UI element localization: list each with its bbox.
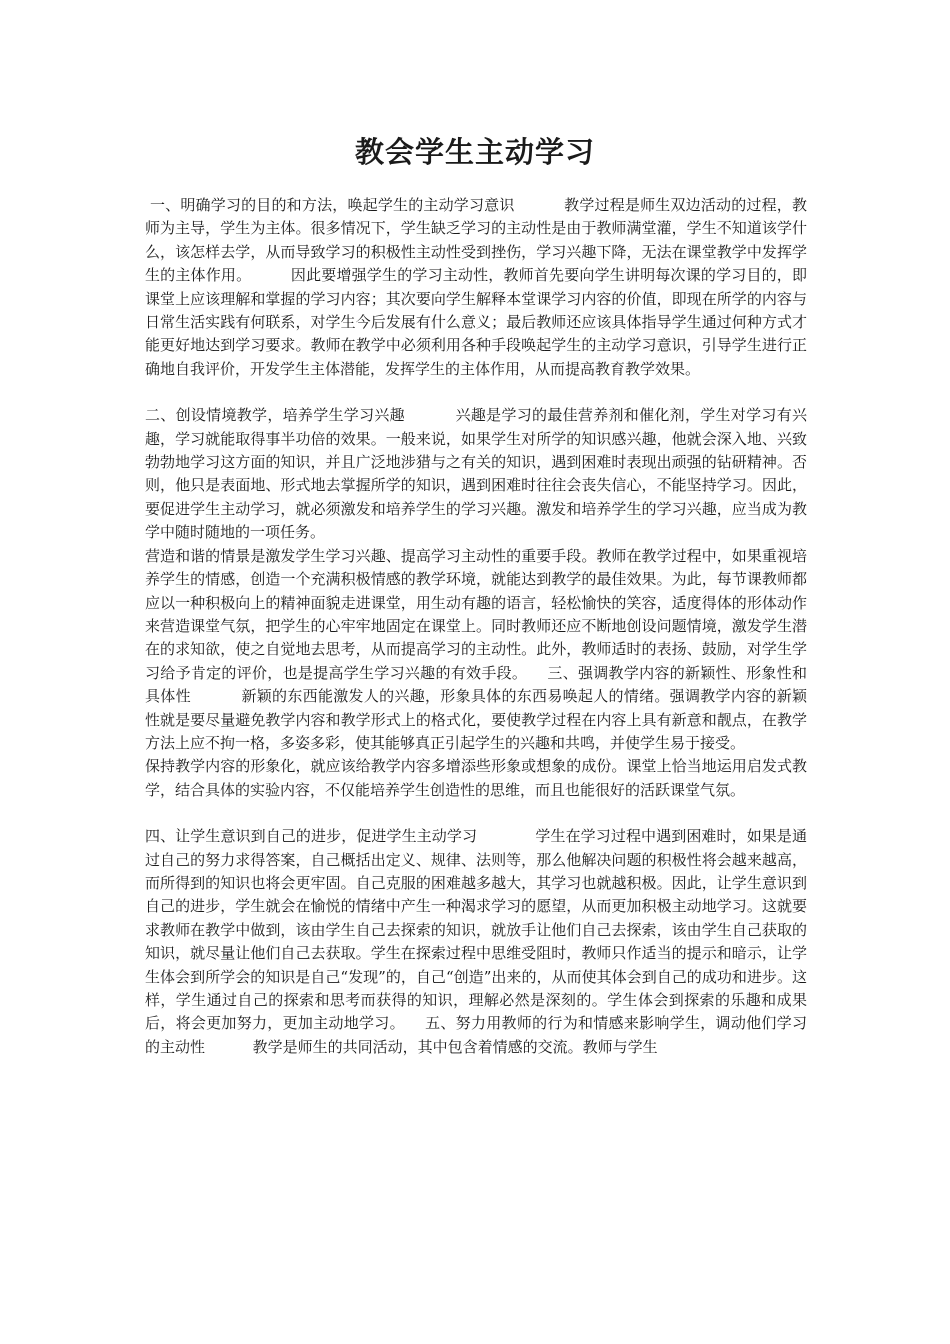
paragraph-section-4: 四、让学生意识到自己的进步，促进学生主动学习 学生在学习过程中遇到困难时，如果是通过自己的努力求得答案，自己概括出定义、规律、法则等，那么他解决问题的积极性将会越来越高，而所得到的知识也将会更牢固。自己克服的困难越多越大，其学习也就越积极。因此，让学生意识到自己的进步，学生就会在愉悦的情绪中产生一种渴求学习的愿望，从而更加积极主动地学习。这就要求教师在教学中做到，该由学生自己去探索的知识，就放手让他们自己去探索，该由学生自己获取的知识，就尽量让他们自己去获取。学生在探索过程中思维受阻时，教师只作适当的提示和暗示，让学生体会到所学会的知识是自己“发现”的，自己“创造”出来的，从而使其体会到自己的成功和进步。这样，学生通过自己的探索和思考而获得的知识，理解必然是深刻的。学生体会到探索的乐趣和成果后，将会更加努力，更加主动地学习。 五、努力用教师的行为和情感来影响学生，调动他们学习的主动性 教学是师生的共同活动，其中包含着情感的交流。教师与学生 <box>145 827 807 1056</box>
paragraph-section-1: 一、明确学习的目的和方法，唤起学生的主动学习意识 教学过程是师生双边活动的过程，教师为主导，学生为主体。很多情况下，学生缺乏学习的主动性是由于教师满堂灌，学生不知道该学什么，该怎样去学，从而导致学习的积极性主动性受到挫伤，学习兴趣下降，无法在课堂教学中发挥学生的主体作用。 因此要增强学生的学习主动性，教师首先要向学生讲明每次课的学习目的，即课堂上应该理解和掌握的学习内容；其次要向学生解释本堂课学习内容的价值，即现在所学的内容与日常生活实践有何联系，对学生今后发展有什么意义；最后教师还应该具体指导学生通过何种方式才能更好地达到学习要求。教师在教学中必须利用各种手段唤起学生的主动学习意识，引导学生进行正确地自我评价，开发学生主体潜能，发挥学生的主体作用，从而提高教育教学效果。 <box>145 196 807 378</box>
paragraph-section-3-continued: 保持教学内容的形象化，就应该给教学内容多增添些形象或想象的成份。课堂上恰当地运用启发式教学，结合具体的实验内容，不仅能培养学生创造性的思维，而且也能很好的活跃课堂气氛。 <box>145 757 807 799</box>
paragraph-section-2: 二、创设情境教学，培养学生学习兴趣 兴趣是学习的最佳营养剂和催化剂，学生对学习有兴趣，学习就能取得事半功倍的效果。一般来说，如果学生对所学的知识感兴趣，他就会深入地、兴致勃勃地学习这方面的知识，并且广泛地涉猎与之有关的知识，遇到困难时表现出顽强的钻研精神。否则，他只是表面地、形式地去掌握所学的知识，遇到困难时往往会丧失信心，不能坚持学习。因此，要促进学生主动学习，就必须激发和培养学生的学习兴趣。激发和培养学生的学习兴趣，应当成为教学中随时随地的一项任务。 <box>145 406 807 542</box>
document-title: 教会学生主动学习 <box>354 135 595 169</box>
document-body <box>145 194 807 1059</box>
paragraph-section-2-continued: 营造和谐的情景是激发学生学习兴趣、提高学习主动性的重要手段。教师在教学过程中，如果重视培养学生的情感，创造一个充满积极情感的教学环境，就能达到教学的最佳效果。为此，每节课教师都应以一种积极向上的精神面貌走进课堂，用生动有趣的语言，轻松愉快的笑容，适度得体的形体动作来营造课堂气氛，把学生的心牢牢地固定在课堂上。同时教师还应不断地创设问题情境，激发学生潜在的求知欲，使之自觉地去思考，从而提高学习的主动性。此外，教师适时的表扬、鼓励，对学生学习给予肯定的评价，也是提高学生学习兴趣的有效手段。 三、强调教学内容的新颖性、形象性和具体性 新颖的东西能激发人的兴趣，形象具体的东西易唤起人的情绪。强调教学内容的新颖性就是要尽量避免教学内容和教学形式上的格式化，要使教学过程在内容上具有新意和靓点，在教学方法上应不拘一格，多姿多彩，使其能够真正引起学生的兴趣和共鸣，并使学生易于接受。 <box>145 546 807 752</box>
